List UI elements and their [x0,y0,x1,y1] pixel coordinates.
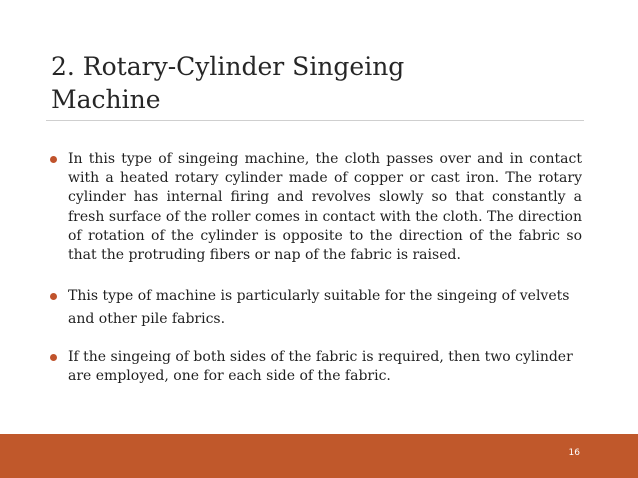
bullet-item [48,285,582,331]
bullet-text: If the singeing of both sides of the fabric is required, then two cylinder are employed, one for each side of the fabric. [68,349,573,385]
bullet-item [48,348,582,386]
title-line-2: Machine [51,85,161,114]
bullet-dot-icon [50,156,57,163]
page-number: 16 [568,448,580,458]
bullet-list [48,150,582,387]
bullet-item [48,150,582,265]
bullet-text: In this type of singeing machine, the cloth passes over and in contact with a heated rotary cylinder made of copper or cast iron. The rotary cylinder has internal firing and revolves slowly so that constantly a fresh surface of the roller comes in contact with the cloth. The direction of rotation of the cylinder is opposite to the direction of the fabric so that the protruding fibers or nap of the fabric is raised. [68,151,582,264]
bullet-text: This type of machine is particularly suitable for the singeing of velvets and other pile fabrics. [68,288,570,328]
bullet-dot-icon [50,354,57,361]
footer-bar [0,434,638,478]
title-line-1: 2. Rotary-Cylinder Singeing [51,52,405,81]
slide-title [51,50,471,116]
bullet-dot-icon [50,293,57,300]
title-divider [46,120,584,121]
